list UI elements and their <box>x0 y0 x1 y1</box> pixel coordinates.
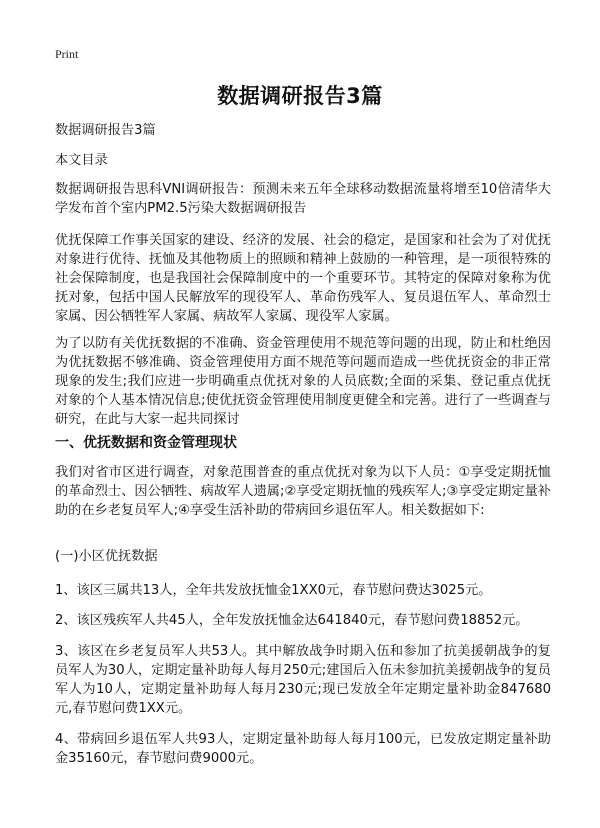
toc-label: 本文目录 <box>55 153 108 168</box>
list-item: 4、带病回乡退伍军人共93人，定期定量补助每人每月100元，已发放定期定量补助金35160元，春节慰问费9000元。 <box>55 732 551 766</box>
list-item: 3、该区在乡老复员军人共53人。其中解放战争时期入伍和参加了抗美援朝战争的复员军人为30人，定期定量补助每人每月250元;建国后入伍未参加抗美援朝战争的复员军人为10人，定期定量补助每人每月230元;现已发放全年定期定量补助金847680元,春节慰问费1XX元。 <box>55 644 551 716</box>
toc-entries[interactable]: 数据调研报告思科VNI调研报告：预测未来五年全球移动数据流量将增至10倍清华大学发布首个室内PM2.5污染大数据调研报告 <box>55 182 551 216</box>
subsection-heading: (一)小区优抚数据 <box>55 549 158 564</box>
document-subtitle: 数据调研报告3篇 <box>55 123 156 138</box>
page-title: 数据调研报告3篇 <box>217 84 383 108</box>
paragraph-purpose: 为了以防有关优抚数据的不准确、资金管理使用不规范等问题的出现，防止和杜绝因为优抚数据不够准确、资金管理使用方面不规范等问题而造成一些优抚资金的非正常现象的发生;我们应进一步明确重点优抚对象的人员底数;全面的采集、登记重点优抚对象的个人基本情况信息;使优抚资金管理使用制度更健全和完善。进行了一些调查与研究，在此与大家一起共同探讨 <box>55 336 551 427</box>
section-heading: 一、优抚数据和资金管理现状 <box>55 435 237 451</box>
paragraph-intro: 优抚保障工作事关国家的建设、经济的发展、社会的稳定，是国家和社会为了对优抚对象进行优待、抚恤及其他物质上的照顾和精神上鼓励的一种管理，是一项很特殊的社会保障制度，也是我国社会保障制度中的一个重要环节。其特定的保障对象称为优抚对象，包括中国人民解放军的现役军人、革命伤残军人、复员退伍军人、革命烈士家属、因公牺牲军人家属、病故军人家属、现役军人家属。 <box>55 233 551 324</box>
list-item: 2、该区残疾军人共45人，全年发放抚恤金达641840元，春节慰问费18852元。 <box>55 613 529 628</box>
list-item: 1、该区三属共13人，全年共发放抚恤金1XX0元，春节慰问费达3025元。 <box>55 583 492 598</box>
paragraph-survey: 我们对省市区进行调查，对象范围普查的重点优抚对象为以下人员：①享受定期抚恤的革命烈士、因公牺牲、病故军人遗属;②享受定期抚恤的残疾军人;③享受定期定量补助的在乡老复员军人;④享受生活补助的带病回乡退伍军人。相关数据如下: <box>55 465 551 518</box>
print-link[interactable]: Print <box>55 47 79 61</box>
